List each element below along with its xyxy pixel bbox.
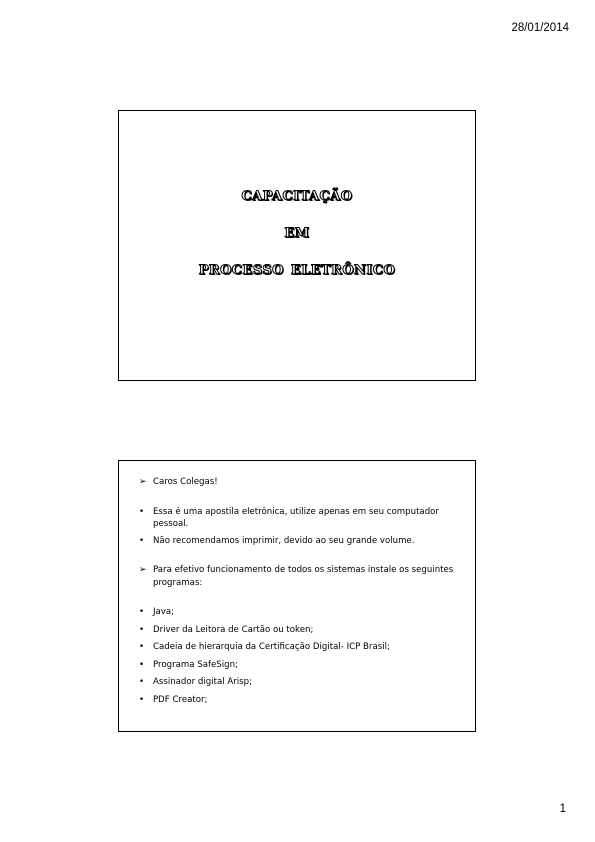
instructions-slide [118,460,476,732]
title-slide [118,110,476,381]
list-item [139,506,463,531]
install-heading-item [139,564,463,589]
title-line-em: em [284,220,310,242]
program-text: PDF Creator; [153,694,208,705]
dot-bullet-icon: • [139,642,145,652]
note-text: Essa é uma apostila eletrônica, utilize apenas em seu computador pessoal. [153,506,439,529]
program-text: Programa SafeSign; [153,659,238,670]
arrow-bullet-icon: ➢ [139,477,147,487]
list-item [139,694,463,707]
list-item [139,535,463,548]
dot-bullet-icon: • [139,624,145,635]
page-number: 1 [559,803,566,815]
slide-content [139,476,463,706]
dot-bullet-icon: • [139,659,145,670]
page-date: 28/01/2014 [511,22,569,34]
list-item [139,606,463,619]
program-text: Driver da Leitora de Cartão ou token; [153,624,314,635]
install-heading-text: Para efetivo funcionamento de todos os sistemas instale os seguintes programas: [153,565,454,588]
list-item [139,641,463,654]
list-item [139,676,463,689]
slide-title [119,185,475,278]
dot-bullet-icon: • [139,506,145,517]
greeting-text: Caros Colegas! [153,477,218,487]
program-text: Java; [153,607,175,617]
program-text: Cadeia de hierarquia da Certificação Digital- ICP Brasil; [153,642,390,652]
program-text: Assinador digital Arisp; [153,677,252,687]
note-text: Não recomendamos imprimir, devido ao seu grande volume. [153,535,415,546]
dot-bullet-icon: • [139,694,145,705]
dot-bullet-icon: • [139,677,145,687]
dot-bullet-icon: • [139,607,145,617]
dot-bullet-icon: • [139,535,145,546]
list-item [139,659,463,672]
arrow-bullet-icon: ➢ [139,565,147,575]
greeting-item [139,476,463,489]
title-line-processo: processo eletrônico [198,257,396,279]
title-line-capacitacao: capacitação [241,183,353,205]
list-item [139,624,463,637]
